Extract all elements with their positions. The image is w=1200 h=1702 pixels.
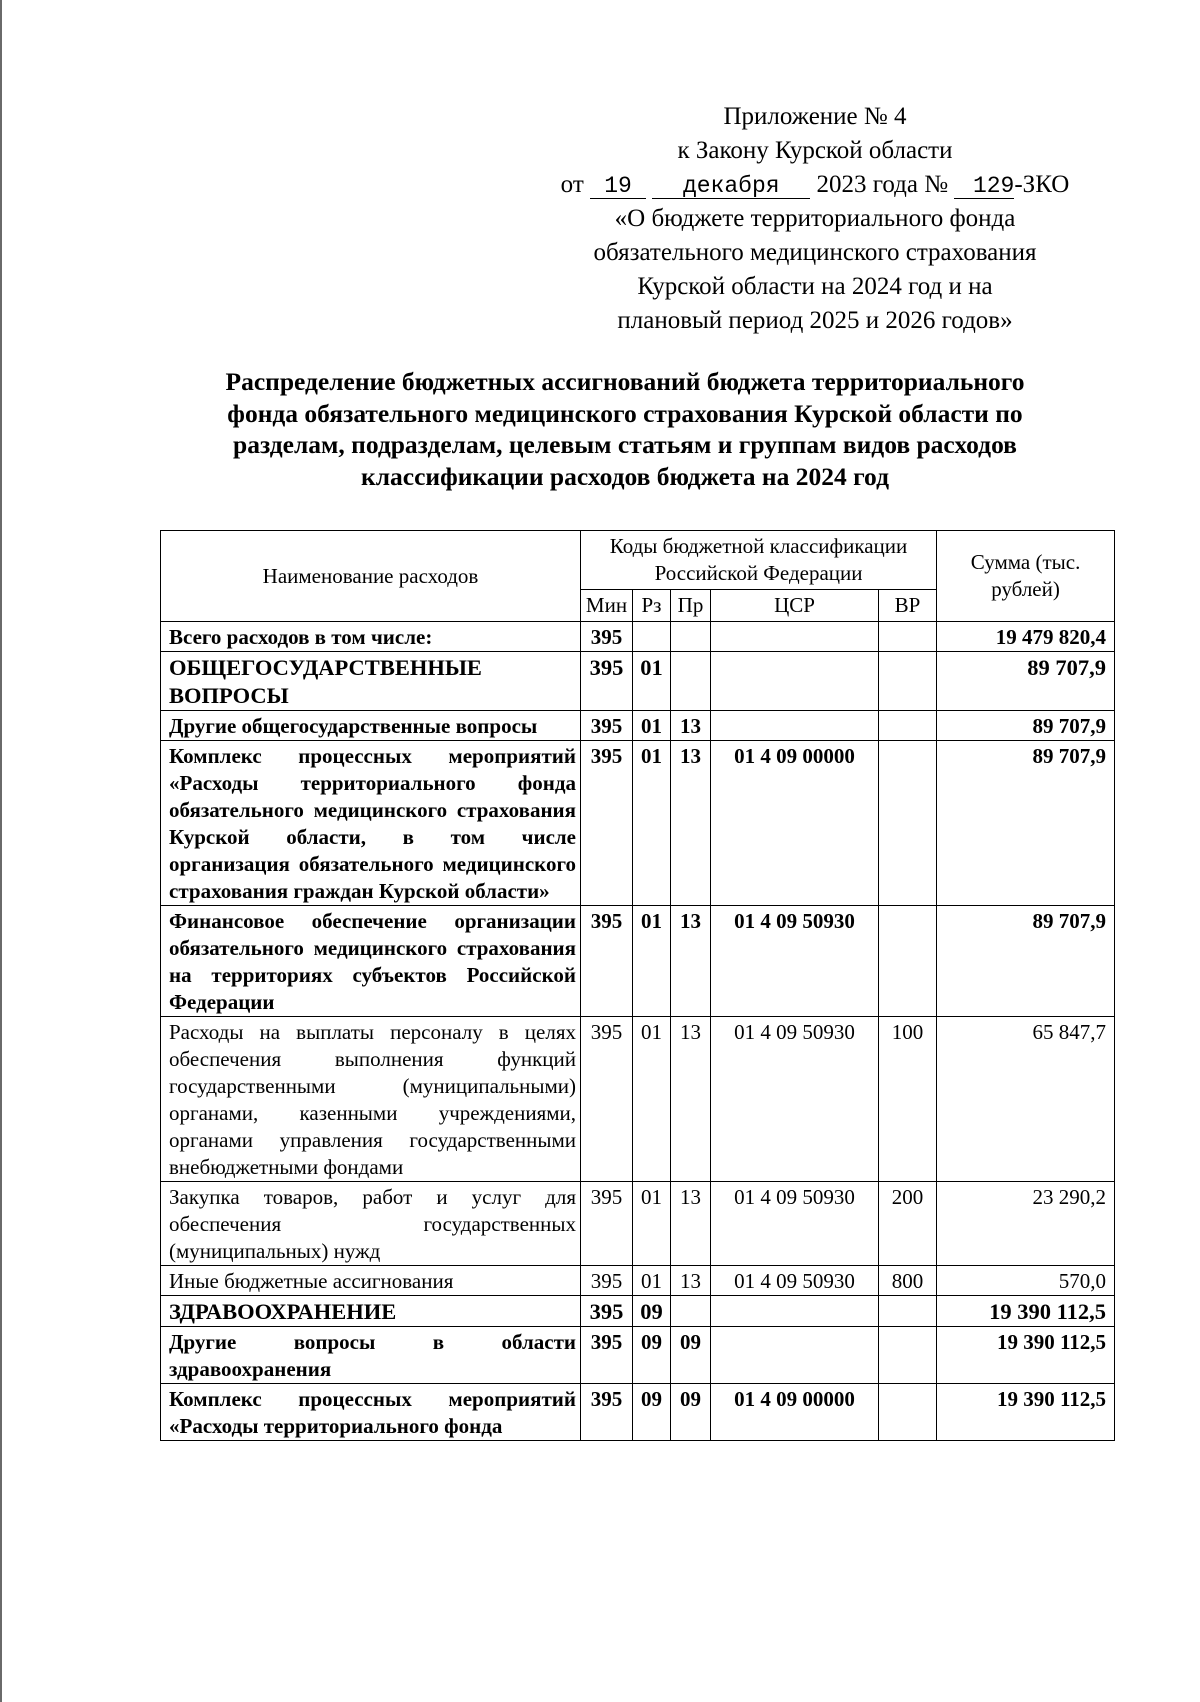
date-day: 19 bbox=[590, 174, 646, 199]
row-sum: 89 707,9 bbox=[937, 652, 1115, 711]
header-row-1 bbox=[161, 531, 1115, 590]
row-rz: 01 bbox=[633, 1266, 671, 1296]
row-vr bbox=[879, 1296, 937, 1327]
table-row bbox=[161, 906, 1115, 1017]
row-vr bbox=[879, 741, 937, 906]
law-title-line-4: плановый период 2025 и 2026 годов» bbox=[617, 307, 1013, 334]
row-rz: 01 bbox=[633, 906, 671, 1017]
table-row bbox=[161, 652, 1115, 711]
row-vr bbox=[879, 1327, 937, 1384]
date-year: 2023 года № bbox=[816, 171, 949, 198]
document-title bbox=[150, 366, 1100, 492]
row-sum: 89 707,9 bbox=[937, 906, 1115, 1017]
table-row bbox=[161, 622, 1115, 652]
row-min: 395 bbox=[581, 1182, 633, 1266]
row-vr bbox=[879, 622, 937, 652]
appendix-number: Приложение № 4 bbox=[723, 103, 907, 130]
row-name: Всего расходов в том числе: bbox=[161, 622, 581, 652]
row-vr: 100 bbox=[879, 1017, 937, 1182]
col-rz-header: Рз bbox=[633, 590, 671, 622]
row-sum: 65 847,7 bbox=[937, 1017, 1115, 1182]
law-number: 129 bbox=[954, 174, 1014, 199]
row-min: 395 bbox=[581, 1327, 633, 1384]
row-rz: 09 bbox=[633, 1327, 671, 1384]
row-rz: 01 bbox=[633, 652, 671, 711]
row-min: 395 bbox=[581, 741, 633, 906]
col-vr-header: ВР bbox=[879, 590, 937, 622]
table-row bbox=[161, 1182, 1115, 1266]
row-name: Иные бюджетные ассигнования bbox=[161, 1266, 581, 1296]
row-rz: 09 bbox=[633, 1296, 671, 1327]
row-name: Другие общегосударственные вопросы bbox=[161, 711, 581, 741]
row-vr bbox=[879, 711, 937, 741]
row-pr: 13 bbox=[671, 1266, 711, 1296]
col-sum-header: Сумма (тыс. рублей) bbox=[937, 531, 1115, 622]
row-csr bbox=[711, 1296, 879, 1327]
row-pr: 13 bbox=[671, 741, 711, 906]
row-csr: 01 4 09 50930 bbox=[711, 906, 879, 1017]
row-min: 395 bbox=[581, 622, 633, 652]
title-line-4: классификации расходов бюджета на 2024 год bbox=[361, 461, 889, 491]
row-vr: 200 bbox=[879, 1182, 937, 1266]
row-vr bbox=[879, 906, 937, 1017]
row-min: 395 bbox=[581, 1296, 633, 1327]
table-row bbox=[161, 1327, 1115, 1384]
row-pr: 13 bbox=[671, 906, 711, 1017]
row-csr: 01 4 09 50930 bbox=[711, 1182, 879, 1266]
row-name: Расходы на выплаты персоналу в целях обеспечения выполнения функций государственными (муниципальными) органами, казенными учреждениями, органами управления государственными внебюджетными фондами bbox=[161, 1017, 581, 1182]
table-row bbox=[161, 711, 1115, 741]
row-rz: 01 bbox=[633, 1017, 671, 1182]
law-title-line-2: обязательного медицинского страхования bbox=[593, 239, 1037, 266]
row-csr: 01 4 09 50930 bbox=[711, 1266, 879, 1296]
row-name: Другие вопросы в области здравоохранения bbox=[161, 1327, 581, 1384]
table-row bbox=[161, 1017, 1115, 1182]
row-rz: 09 bbox=[633, 1384, 671, 1441]
row-min: 395 bbox=[581, 906, 633, 1017]
table-row bbox=[161, 1296, 1115, 1327]
row-min: 395 bbox=[581, 1017, 633, 1182]
row-pr bbox=[671, 1296, 711, 1327]
row-pr: 13 bbox=[671, 1182, 711, 1266]
law-title-line-1: «О бюджете территориального фонда bbox=[614, 205, 1016, 232]
row-csr bbox=[711, 1327, 879, 1384]
row-sum: 89 707,9 bbox=[937, 711, 1115, 741]
row-rz: 01 bbox=[633, 741, 671, 906]
row-pr: 09 bbox=[671, 1384, 711, 1441]
row-pr: 09 bbox=[671, 1327, 711, 1384]
date-prefix: от bbox=[560, 171, 584, 198]
row-sum: 19 479 820,4 bbox=[937, 622, 1115, 652]
row-csr: 01 4 09 00000 bbox=[711, 741, 879, 906]
row-rz bbox=[633, 622, 671, 652]
row-vr bbox=[879, 1384, 937, 1441]
col-min-header: Мин bbox=[581, 590, 633, 622]
law-date-line bbox=[540, 168, 1090, 202]
row-min: 395 bbox=[581, 652, 633, 711]
page-edge bbox=[0, 0, 2, 1702]
title-line-3: разделам, подразделам, целевым статьям и группам видов расходов bbox=[233, 430, 1017, 459]
row-csr bbox=[711, 711, 879, 741]
row-vr: 800 bbox=[879, 1266, 937, 1296]
row-name: Финансовое обеспечение организации обязательного медицинского страхования на территориях субъектов Российской Федерации bbox=[161, 906, 581, 1017]
row-csr bbox=[711, 622, 879, 652]
title-line-1: Распределение бюджетных ассигнований бюджета территориального bbox=[225, 367, 1025, 396]
row-sum: 19 390 112,5 bbox=[937, 1296, 1115, 1327]
row-name: Комплекс процессных мероприятий «Расходы территориального фонда обязательного медицинского страхования Курской области, в том числе организация обязательного медицинского страхования граждан Курской области» bbox=[161, 741, 581, 906]
row-min: 395 bbox=[581, 711, 633, 741]
law-suffix: -ЗКО bbox=[1014, 171, 1070, 198]
appendix-header bbox=[540, 100, 1090, 338]
row-csr: 01 4 09 50930 bbox=[711, 1017, 879, 1182]
row-pr: 13 bbox=[671, 1017, 711, 1182]
row-sum: 570,0 bbox=[937, 1266, 1115, 1296]
row-sum: 19 390 112,5 bbox=[937, 1327, 1115, 1384]
row-sum: 19 390 112,5 bbox=[937, 1384, 1115, 1441]
row-sum: 23 290,2 bbox=[937, 1182, 1115, 1266]
col-codes-header: Коды бюджетной классификации Российской Федерации bbox=[581, 531, 937, 590]
table-row bbox=[161, 1266, 1115, 1296]
row-name: Закупка товаров, работ и услуг для обеспечения государственных (муниципальных) нужд bbox=[161, 1182, 581, 1266]
row-pr bbox=[671, 622, 711, 652]
row-name: ЗДРАВООХРАНЕНИЕ bbox=[161, 1296, 581, 1327]
date-month: декабря bbox=[652, 174, 810, 199]
row-csr: 01 4 09 00000 bbox=[711, 1384, 879, 1441]
budget-table bbox=[160, 530, 1115, 1441]
table-row bbox=[161, 1384, 1115, 1441]
row-vr bbox=[879, 652, 937, 711]
row-min: 395 bbox=[581, 1266, 633, 1296]
row-pr: 13 bbox=[671, 711, 711, 741]
col-pr-header: Пр bbox=[671, 590, 711, 622]
law-title-line-3: Курской области на 2024 год и на bbox=[637, 273, 993, 300]
table-row bbox=[161, 741, 1115, 906]
title-line-2: фонда обязательного медицинского страхования Курской области по bbox=[227, 398, 1023, 428]
row-name: Комплекс процессных мероприятий «Расходы территориального фонда bbox=[161, 1384, 581, 1441]
row-pr bbox=[671, 652, 711, 711]
col-name-header: Наименование расходов bbox=[161, 531, 581, 622]
row-csr bbox=[711, 652, 879, 711]
row-rz: 01 bbox=[633, 711, 671, 741]
col-csr-header: ЦСР bbox=[711, 590, 879, 622]
row-min: 395 bbox=[581, 1384, 633, 1441]
row-sum: 89 707,9 bbox=[937, 741, 1115, 906]
row-rz: 01 bbox=[633, 1182, 671, 1266]
row-name: ОБЩЕГОСУДАРСТВЕННЫЕ ВОПРОСЫ bbox=[161, 652, 581, 711]
law-reference: к Закону Курской области bbox=[677, 137, 953, 164]
